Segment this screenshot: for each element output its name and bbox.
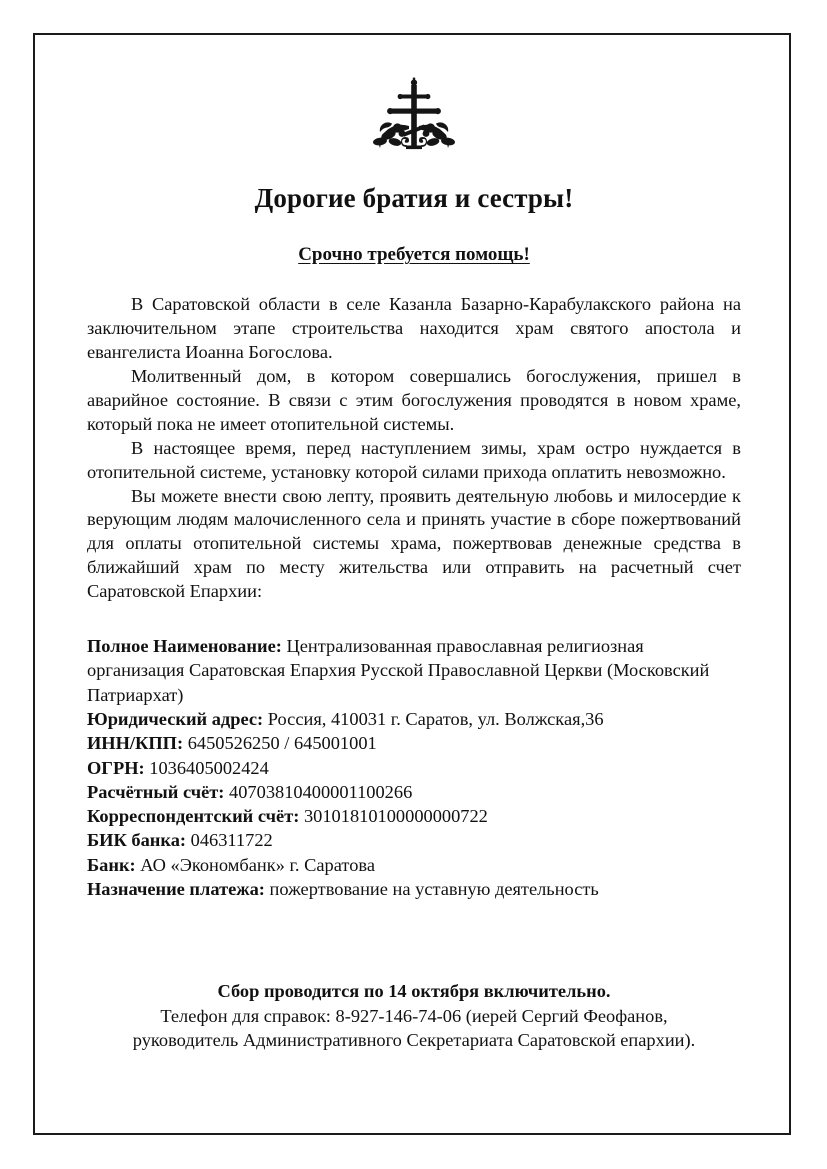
bank-details-list (87, 634, 741, 901)
detail-label: Юридический адрес: (87, 709, 264, 730)
detail-value: АО «Экономбанк» г. Саратова (135, 854, 376, 875)
orthodox-cross-with-foliage-icon (87, 55, 741, 166)
contact-role-line: руководитель Административного Секретариата Саратовской епархии). (132, 1029, 696, 1050)
body-paragraph: В настоящее время, перед наступлением зимы, храм остро нуждается в отопительной системе, установку которой силами прихода оплатить невозможно. (87, 437, 741, 482)
detail-row-bik (87, 828, 741, 852)
detail-row-inn-kpp (87, 731, 741, 755)
body-paragraph: Вы можете внести свою лепту, проявить деятельную любовь и милосердие к верующим людям малочисленного села и принять участие в сборе пожертвований для оплаты отопительной системы храма, пожертвовав денежные средства в ближайший храм по месту жительства или отправить на расчетный счет Саратовской Епархии: (87, 485, 741, 602)
page-title: Дорогие братия и сестры! (254, 183, 574, 213)
body-paragraph: В Саратовской области в селе Казанла Базарно-Карабулакского района на заключительном этапе строительства находится храм святого апостола и евангелиста Иоанна Богослова. (87, 294, 741, 363)
detail-row-bank (87, 853, 741, 877)
detail-label: Назначение платежа: (87, 878, 265, 899)
detail-label: ИНН/КПП: (87, 733, 184, 754)
body-paragraph: Молитвенный дом, в котором совершались богослужения, пришел в аварийное состояние. В связи с этим богослужения проводятся в новом храме, который пока не имеет отопительной системы. (87, 365, 741, 434)
detail-label: Банк: (87, 854, 136, 875)
detail-label: Полное Наименование: (87, 636, 282, 657)
document-page-border (33, 33, 791, 1135)
detail-label: БИК банка: (87, 830, 187, 851)
footer (87, 979, 741, 1052)
body-paragraphs (87, 293, 741, 604)
detail-label: Корреспондентский счёт: (87, 806, 300, 827)
detail-row-legal-address (87, 707, 741, 731)
contact-phone-line: Телефон для справок: 8-927-146-74-06 (иерей Сергий Феофанов, (160, 1005, 668, 1026)
detail-row-correspondent-account (87, 804, 741, 828)
detail-value: 30101810100000000722 (299, 806, 488, 827)
detail-label: Расчётный счёт: (87, 781, 225, 802)
document-content (87, 55, 741, 1052)
detail-value: пожертвование на уставную деятельность (264, 878, 599, 899)
detail-label: ОГРН: (87, 757, 145, 778)
detail-row-ogrn (87, 756, 741, 780)
detail-value: Россия, 410031 г. Саратов, ул. Волжская,36 (263, 709, 604, 730)
collection-deadline: Сбор проводится по 14 октября включительно. (217, 981, 611, 1002)
detail-row-settlement-account (87, 780, 741, 804)
detail-value: 6450526250 / 645001001 (183, 733, 377, 754)
detail-row-full-name (87, 634, 741, 707)
detail-value: 40703810400001100266 (224, 781, 413, 802)
page-subtitle: Срочно требуется помощь! (298, 244, 530, 266)
detail-value: Централизованная православная религиозная организация Саратовская Епархия Русской Православной Церкви (Московский Патриархат) (87, 636, 710, 705)
detail-value: 046311722 (186, 830, 273, 851)
detail-value: 1036405002424 (144, 757, 269, 778)
detail-row-payment-purpose (87, 877, 741, 901)
